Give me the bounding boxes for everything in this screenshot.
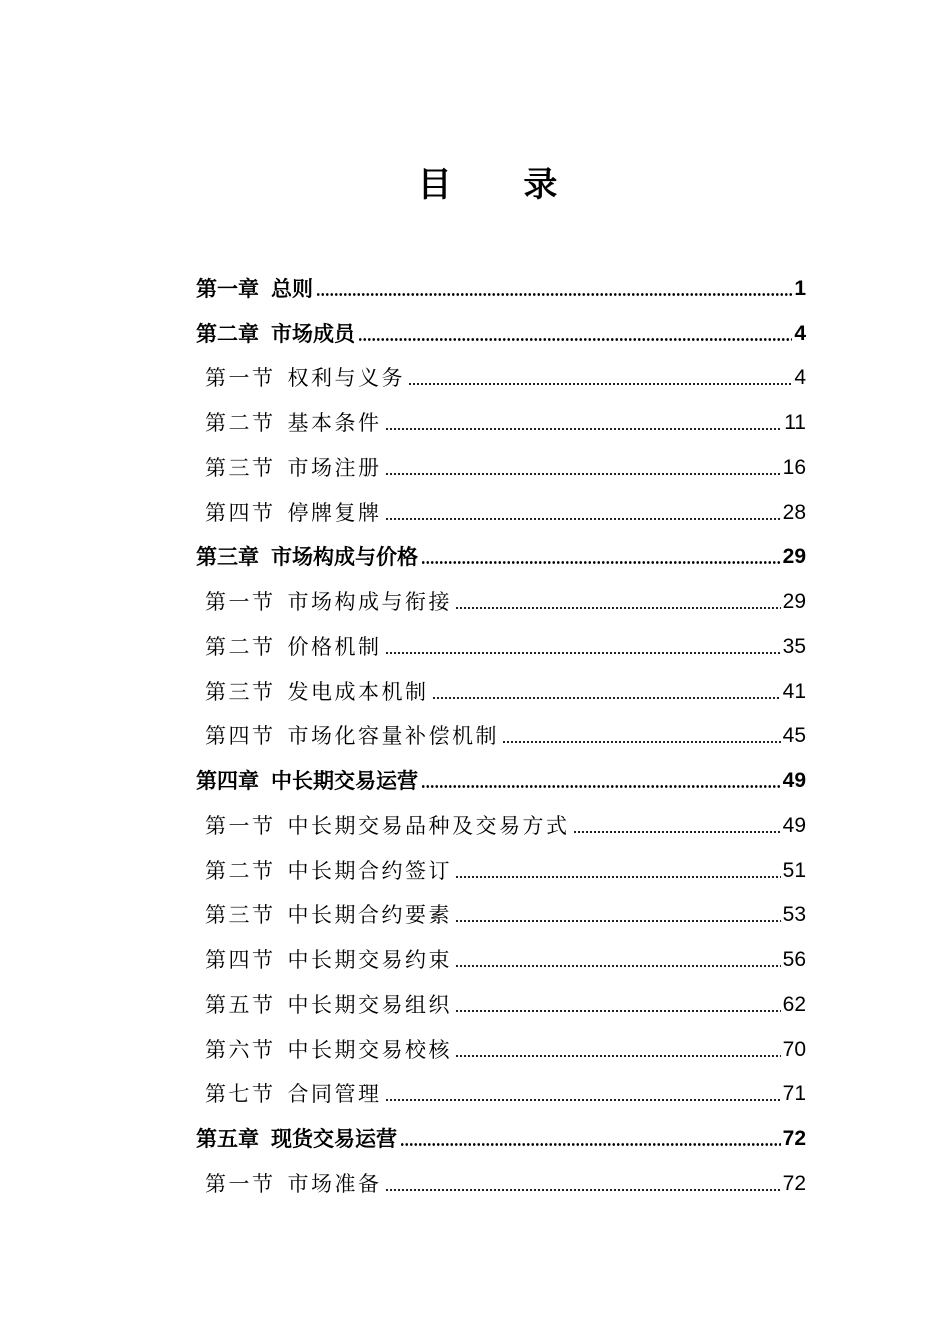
toc-entry-label [205, 677, 429, 707]
toc-dot-leader [385, 1189, 781, 1191]
toc-entry-number: 第一章 [196, 276, 259, 301]
toc-entry-label [196, 319, 355, 349]
toc-dot-leader [455, 607, 781, 609]
toc-section-entry[interactable] [196, 438, 806, 483]
toc-entry-title: 中长期交易约束 [287, 948, 452, 972]
toc-chapter-entry[interactable] [196, 259, 806, 304]
toc-page-number: 51 [782, 858, 806, 882]
toc-entry-title: 中长期交易品种及交易方式 [287, 813, 570, 838]
toc-entry-title: 中长期交易组织 [287, 992, 452, 1017]
toc-dot-leader [455, 965, 781, 967]
toc-entry-number: 第六节 [205, 1037, 276, 1062]
toc-section-entry[interactable] [196, 393, 806, 438]
toc-dot-leader [432, 697, 781, 699]
toc-entry-title: 权利与义务 [287, 366, 405, 391]
toc-entry-label [205, 856, 452, 886]
toc-entry-label [196, 274, 313, 304]
toc-page-number: 53 [782, 903, 806, 927]
toc-entry-title: 中长期合约签订 [287, 858, 452, 883]
toc-section-entry[interactable] [196, 886, 806, 931]
toc-entry-number: 第一节 [205, 1171, 276, 1196]
toc-entry-title: 合同管理 [287, 1082, 382, 1107]
toc-entry-label [205, 1079, 382, 1109]
toc-page-number: 56 [782, 948, 806, 971]
toc-page-number: 41 [782, 679, 806, 703]
toc-entry-label [205, 945, 452, 975]
toc-page-number: 70 [782, 1037, 806, 1061]
toc-list [196, 259, 806, 1199]
toc-section-entry[interactable] [196, 1065, 806, 1110]
toc-dot-leader [502, 741, 781, 743]
toc-entry-number: 第五节 [205, 992, 276, 1017]
toc-entry-number: 第四章 [196, 769, 259, 793]
toc-page-number: 4 [794, 366, 806, 390]
toc-entry-number: 第五章 [196, 1127, 259, 1151]
toc-entry-title: 市场准备 [287, 1171, 382, 1196]
toc-dot-leader [385, 652, 781, 654]
toc-entry-number: 第二节 [205, 411, 276, 435]
toc-dot-leader [385, 428, 783, 430]
toc-dot-leader [455, 876, 781, 878]
toc-entry-number: 第二节 [205, 634, 276, 659]
toc-section-entry[interactable] [196, 1020, 806, 1065]
toc-page-number: 49 [782, 813, 806, 837]
toc-page-number: 35 [782, 634, 806, 658]
toc-page-number: 62 [782, 992, 806, 1016]
toc-entry-number: 第二章 [196, 321, 259, 346]
toc-page-number: 16 [782, 455, 806, 479]
toc-entry-number: 第四节 [205, 724, 276, 749]
toc-section-entry[interactable] [196, 617, 806, 662]
toc-section-entry[interactable] [196, 975, 806, 1020]
toc-entry-title: 价格机制 [287, 634, 382, 659]
toc-entry-label [205, 587, 452, 617]
toc-page-number: 28 [782, 500, 806, 524]
toc-section-entry[interactable] [196, 483, 806, 528]
toc-entry-number: 第一节 [205, 813, 276, 838]
toc-entry-number: 第一节 [205, 590, 276, 614]
toc-entry-label [205, 811, 570, 841]
toc-chapter-entry[interactable] [196, 528, 806, 573]
toc-entry-label [205, 900, 452, 930]
toc-entry-label [196, 542, 418, 572]
toc-entry-title: 总则 [271, 276, 313, 301]
toc-entry-title: 市场注册 [287, 455, 382, 480]
toc-dot-leader [455, 1055, 781, 1057]
toc-entry-label [205, 408, 382, 438]
toc-entry-title: 中长期交易运营 [271, 769, 418, 793]
toc-section-entry[interactable] [196, 796, 806, 841]
toc-dot-leader [421, 561, 781, 564]
toc-dot-leader [316, 293, 792, 296]
toc-section-entry[interactable] [196, 707, 806, 752]
toc-page-number: 49 [782, 769, 806, 792]
toc-entry-number: 第三节 [205, 903, 276, 928]
toc-page-number: 1 [794, 276, 806, 300]
toc-entry-label [205, 1169, 382, 1199]
toc-entry-title: 市场成员 [271, 321, 355, 346]
toc-entry-label [196, 766, 418, 796]
toc-section-entry[interactable] [196, 930, 806, 975]
toc-entry-title: 市场构成与衔接 [287, 590, 452, 614]
toc-page-number: 72 [782, 1127, 806, 1150]
toc-entry-label [205, 721, 499, 751]
toc-dot-leader [455, 1010, 781, 1012]
toc-entry-label [205, 453, 382, 483]
toc-section-entry[interactable] [196, 841, 806, 886]
toc-entry-label [205, 363, 405, 393]
toc-chapter-entry[interactable] [196, 304, 806, 349]
toc-entry-label [205, 1035, 452, 1065]
toc-entry-number: 第七节 [205, 1082, 276, 1107]
toc-entry-number: 第四节 [205, 500, 276, 525]
toc-page-number: 72 [782, 1171, 806, 1195]
toc-entry-label [205, 632, 382, 662]
toc-entry-title: 中长期交易校核 [287, 1037, 452, 1062]
toc-entry-number: 第三节 [205, 679, 276, 704]
toc-page-number: 29 [782, 590, 806, 613]
toc-section-entry[interactable] [196, 349, 806, 394]
toc-entry-title: 发电成本机制 [287, 679, 429, 704]
toc-dot-leader [385, 518, 781, 520]
toc-entry-number: 第二节 [205, 858, 276, 883]
toc-section-entry[interactable] [196, 572, 806, 617]
toc-entry-title: 市场化容量补偿机制 [287, 724, 499, 749]
toc-entry-title: 基本条件 [287, 411, 382, 435]
toc-dot-leader [455, 920, 781, 922]
toc-dot-leader [358, 338, 792, 341]
toc-dot-leader [573, 831, 781, 833]
toc-page-number: 4 [794, 321, 806, 345]
toc-page-number: 45 [782, 724, 806, 748]
toc-chapter-entry[interactable] [196, 1109, 806, 1154]
toc-entry-title: 现货交易运营 [271, 1127, 397, 1151]
toc-entry-number: 第三节 [205, 455, 276, 480]
toc-dot-leader [385, 1099, 781, 1101]
toc-entry-title: 中长期合约要素 [287, 903, 452, 928]
toc-section-entry[interactable] [196, 662, 806, 707]
toc-page-number: 11 [784, 411, 806, 434]
toc-entry-label [205, 990, 452, 1020]
toc-chapter-entry[interactable] [196, 751, 806, 796]
toc-dot-leader [408, 383, 792, 385]
toc-section-entry[interactable] [196, 1154, 806, 1199]
toc-dot-leader [385, 473, 781, 475]
toc-title: 目 录 [417, 165, 588, 205]
toc-entry-number: 第一节 [205, 366, 276, 391]
toc-entry-number: 第三章 [196, 545, 259, 570]
toc-entry-label [205, 498, 382, 528]
toc-entry-title: 停牌复牌 [287, 500, 382, 525]
toc-dot-leader [400, 1143, 781, 1146]
toc-entry-title: 市场构成与价格 [271, 545, 418, 570]
toc-page-number: 71 [782, 1082, 806, 1106]
toc-entry-number: 第四节 [205, 948, 276, 972]
toc-dot-leader [421, 785, 781, 788]
toc-entry-label [196, 1124, 397, 1154]
toc-page-number: 29 [782, 545, 806, 569]
